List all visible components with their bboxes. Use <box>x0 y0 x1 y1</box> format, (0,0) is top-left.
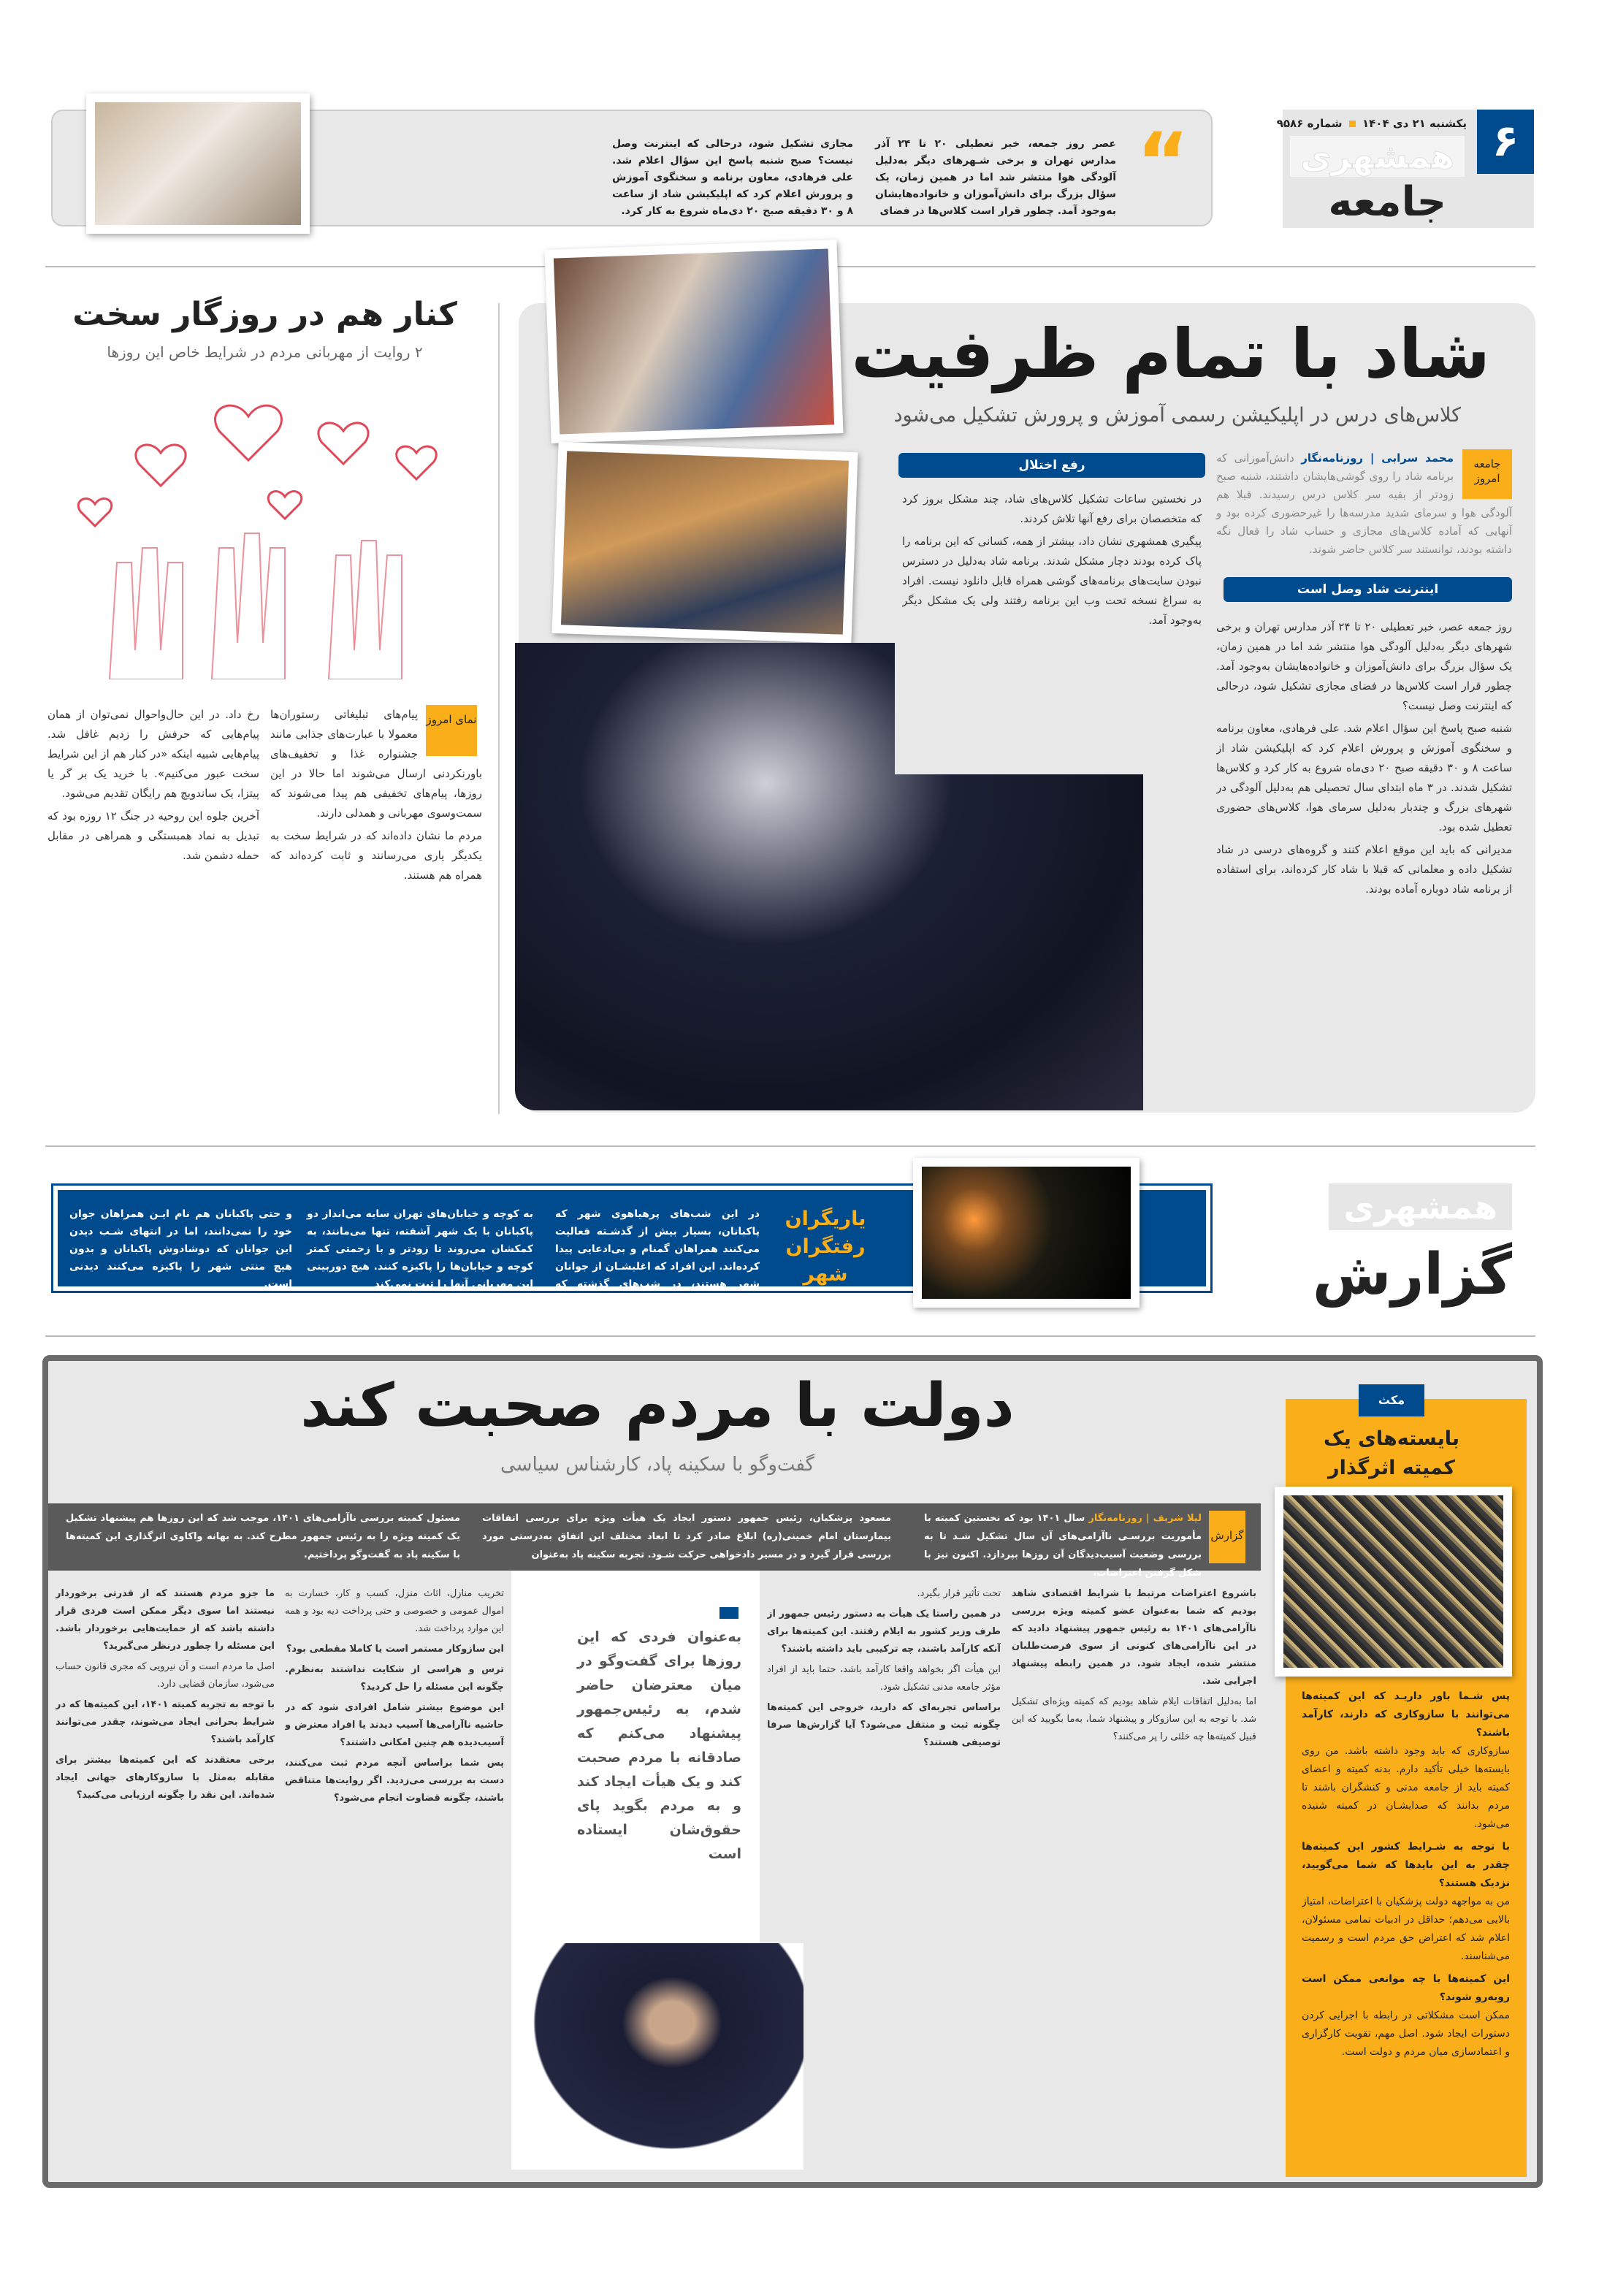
interview-headline: دولت با مردم صحبت کند <box>300 1371 1015 1441</box>
column-divider <box>498 303 500 1114</box>
paragraph: روز جمعه عصر، خبر تعطیلی ۲۰ تا ۲۴ آذر مدارس تهران و برخی شهرهای دیگر به‌دلیل آلودگی هوا منتشر شد اما در همین زمان، یک سؤال بزرگ برای دانش‌آموزان و خانواده‌هایشان به‌وجود آمد. چطور قرار است کلاس‌ها در فضای مجازی تشکیل شود، درحالی که اینترنت وصل نیست؟ <box>1216 620 1512 712</box>
byline: لیلا شریف | روزنامه‌نگار <box>1088 1513 1202 1524</box>
sidebar-title: بایسته‌های یک کمیته اثرگذار <box>1323 1427 1460 1479</box>
side-subtitle: ۲ روایت از مهربانی مردم در شرایط خاص این روزها <box>107 343 423 361</box>
paragraph: مردم ما نشان داده‌اند که در شرایط سخت به یکدیگر یاری می‌رسانند و ثابت کرده‌اند که همراه هم هستند. <box>270 829 482 882</box>
divider <box>45 1145 1535 1147</box>
sidebar-question: این کمیته‌ها با چه موانعی ممکن است روبه‌رو شوند؟ <box>1302 1973 1510 2003</box>
issue-info <box>1277 117 1467 130</box>
paragraph: اصل ما مردم است و آن نیرویی که مجری قانون حساب می‌شود، سازمان قضایی دارد. <box>56 1661 275 1690</box>
subhead-internet: اینترنت شاد وصل است <box>1224 577 1512 602</box>
page-number: ۶ <box>1477 110 1534 174</box>
banner-text-2: به کوچه و خیابان‌های تهران سایه می‌انداز دو پاکبانان با یک شهر آشفته، تنها می‌مانند، به کمکشان می‌روند تا زودتر و با زحمتی کمتر کوچه و خیابان‌ها را پاکیزه کنند. هیچ دوربینی این مهربانی آنها را ثبت نمی‌کند <box>307 1208 533 1290</box>
side-headline: کنار هم در روزگار سخت <box>72 296 457 333</box>
report-header <box>1283 1176 1534 1322</box>
main-headline: شاد با تمام ظرفیت <box>851 315 1490 393</box>
paragraph: پیام‌های تبلیغاتی رستوران‌ها معمولا با عبارت‌های جذابی مانند جشنواره غذا و تخفیف‌های باورنکردنی ارسال می‌شوند اما حالا در این روزها، پیام‌های تخفیفی هم پیدا می‌شوند که سمت‌وسوی مهربانی و همدلی دارند. <box>270 708 482 820</box>
paragraph: با توجه به تجربه کمیته ۱۴۰۱، این کمیته‌ها که در شرایط بحرانی ایجاد می‌شوند، چقدر می‌توانند کارآمد باشند؟ <box>56 1699 275 1745</box>
paragraph: ترس و هراسی از شکایت نداشتند به‌نظرم. چگونه این مسئله را حل کردید؟ <box>285 1664 504 1693</box>
paragraph: شنبه صبح پاسخ این سؤال اعلام شد. علی فرهادی، معاون برنامه و سخنگوی آموزش و پرورش اعلام کرد که اپلیکیشن شاد از ساعت ۸ و ۳۰ دقیقه صبح ۲۰ دی‌ماه شروع به کار کرد و کلاس‌ها تشکیل شدند. در ۳ ماه ابتدای سال تحصیلی هم به‌دلیل آلودگی در شهرهای بزرگ و چندبار به‌دلیل سرمای هوا، کلاس‌های حضوری تعطیل شده بود. <box>1216 722 1512 834</box>
sidebar-answer: من به مواجهه دولت پزشکیان با اعتراضات، امتیاز بالایی می‌دهم؛ حداقل در ادبیات تمامی مسئولان، اعلام شد که اعتراض حق مردم است و رسمیت می‌شناسند. <box>1302 1896 1510 1962</box>
paragraph: پیگیری همشهری نشان داد، بیشتر از همه، کسانی که این برنامه را پاک کرده بودند دچار مشکل شدند. برنامه شاد به‌دلیل در دسترس نبودن سایت‌های برنامه‌های گوشی همراه قابل دانلود نیست. افراد به سراغ نسخه تحت وب این برنامه رفتند ولی یک مشکل دیگر به‌وجود آمد. <box>902 535 1202 627</box>
paragraph: براساس تجربه‌ای که دارید، خروجی این کمیته‌ها چگونه ثبت و منتقل می‌شود؟ آیا گزارش‌ها صرفا توصیفی هستند؟ <box>767 1702 1001 1748</box>
sidebar-answer: سازوکاری که باید وجود داشته باشد. من روی بایسته‌ها خیلی تأکید دارم. بدنه کمیته و اعضای کمیته باید از جامعه مدنی و کنشگران باشند تا مردم بدانند که صدایشـان در کمیته شنیده می‌شود. <box>1302 1745 1510 1830</box>
interview-col-1 <box>56 1585 275 2162</box>
interview-intro-2: مسعود پزشکیان، رئیس جمهور دستور ایجاد یک هیأت ویژه برای بررسی اتفاقات بیمارستان امام خمینی(ره) ابلاغ صادر کرد تا ابعاد مختلف این اتفاق به‌درستی مورد بررسی قرار گیرد و در مسیر دادخواهی حرکت شـود. تجربه سکینه پاد به‌عنوان <box>482 1513 891 1560</box>
pull-quote-marker <box>719 1607 738 1619</box>
interview-intro-1 <box>924 1509 1202 1582</box>
pull-quote: به‌عنوان فردی که این روزها برای گفت‌وگو در میان معترضان حاضر شدم، به رئیس‌جمهور پیشنهاد می‌کنم که صادقانه با مردم صحبت کند و یک هیأت ایجاد کند و به مردم بگوید پای حقوق‌شان ایستاده است <box>577 1629 741 1862</box>
issue-date: یکشنبه ۲۱ دی ۱۴۰۴ <box>1362 117 1467 130</box>
lead: دانش‌آموزانی که برنامه شاد را روی گوشی‌هایشان داشتند، شنبه صبح زودتر از بقیه سر کلاس درس رسیدند. قبلا هم آلودگی هوا و سرمای شدید مدرسه‌ها را غیرحضوری کرده بود و آنهایی که آماده کلاس‌های مجازی و حساب شاد را فعال نگه داشته بودند، توانستند سر کلاس حاضر شوند. <box>1216 451 1512 556</box>
side-col-right <box>270 705 482 1110</box>
page-header <box>1276 110 1534 228</box>
paragraph: این سازوکار مستمر است یا کاملا مقطعی بود؟ <box>286 1644 504 1655</box>
quote-icon: “ <box>1136 115 1189 209</box>
paragraph: تحت تأثیر قرار بگیرد. <box>917 1588 1001 1599</box>
interview-col-4 <box>1012 1585 1256 2162</box>
teaser-text-2: مجازی تشکیل شود، درحالی که اینترنت وصل نیست؟ صبح شنبه پاسخ این سؤال اعلام شد. علی فرهادی، معاون برنامه و سخنگوی آموزش و پرورش اعلام کرد که اپلیکیشن شاد از ساعت ۸ و ۳۰ دقیقه صبح ۲۰ دی‌ماه شروع به کار کرد. <box>612 138 853 217</box>
intro-text: سال ۱۴۰۱ بود که نخستین کمیته با مأموریت بررسـی ناآرامی‌های آن سال تشکیل شـد تا به بررسی وضعیت آسیب‌دیدگان آن روزها بپردازد. اکنون نیز با شکل گرفتن اعتراضات، <box>924 1513 1202 1579</box>
subhead-fix: رفع اختلال <box>898 453 1205 478</box>
interview-intro-3: مسئول کمیته بررسی ناآرامی‌های ۱۴۰۱، موجب شد که این روزها هم پیشنهاد تشکیل یک کمیته ویژه را به رئیس جمهور مطرح کند. به بهانه واکاوی اثرگذاری این کمیته‌ها با سکینه پاد به گفت‌وگو پرداختیم. <box>66 1513 460 1560</box>
tag-space <box>418 705 482 762</box>
main-tag: جامعه امروز <box>1462 449 1512 499</box>
paragraph: تخریب منازل، اثاث منزل، کسب و کار، خسارت به اموال عمومی و خصوصی و حتی پرداخت دیه بود و همه این موارد پرداخت شد. <box>285 1588 504 1634</box>
byline: محمد سرابی | روزنامه‌نگار <box>1301 451 1454 465</box>
interview-tag: گزارش <box>1209 1511 1245 1563</box>
paragraph: در همین راستا یک هیأت به دستور رئیس جمهور از طرف وزیر کشور به ایلام رفتند. این کمیته‌ها برای آنکه کارآمد باشند، چه ترکیبی باید داشته باشند؟ <box>767 1609 1001 1655</box>
main-subtitle: کلاس‌های درس در اپلیکیشن رسمی آموزش و پرورش تشکیل می‌شود <box>893 404 1461 427</box>
paragraph: آخرین جلوه این روحیه در جنگ ۱۲ روزه بود که تبدیل به نماد همبستگی و همراهی در مقابل حمله دشمن شد. <box>47 809 259 862</box>
photo-protest-crowd <box>1275 1487 1512 1677</box>
paragraph: مدیرانی که باید این موقع اعلام کنند و گروه‌های درسی در شاد تشکیل داده و معلمانی که قبلا با شاد کار کرده‌اند، برای استفاده از برنامه شاد دوباره آماده بودند. <box>1216 843 1512 896</box>
main-col-right <box>1216 617 1512 1092</box>
paragraph: این موضوع بیشتر شامل افرادی شود که در حاشیه ناآرامی‌ها آسیب دیدند یا افراد معترض و آسیب‌دیده هم چنین امکانی داشتند؟ <box>285 1702 504 1748</box>
paragraph: این هیأت اگر بخواهد واقعا کارآمد باشد، حتما باید از افراد مؤثر جامعه مدنی تشکیل شود. <box>767 1664 1001 1693</box>
side-tag: نمای امروز <box>426 705 477 756</box>
side-col-left <box>47 705 259 1110</box>
tag-space <box>1454 449 1512 502</box>
issue-number: شماره ۹۵۸۶ <box>1276 117 1343 130</box>
main-byline-lead <box>1216 449 1512 559</box>
brand-logo: همشهری <box>1290 136 1465 177</box>
hearts-hands-illustration <box>66 387 475 679</box>
paragraph: برخی معتقدند که این کمیته‌ها بیشتر برای مقابله به‌مثل با سازوکارهای جهانی ایجاد شده‌اند. این نقد را چگونه ارزیابی می‌کنید؟ <box>56 1755 275 1801</box>
photo-child-drawing <box>544 240 843 443</box>
paragraph: اما به‌دلیل اتفاقات ایلام شاهد بودیم که کمیته ویژه‌ای تشکیل شد. با توجه به این سازوکار و پیشنهاد شما، به‌ما بگویید که این قبیل کمیته‌ها چه خلئی را پر می‌کنند؟ <box>1012 1696 1256 1742</box>
brand-logo: همشهری <box>1329 1183 1512 1230</box>
sidebar-question: پس شـما باور داریـد که این کمیته‌ها می‌توانند با سازوکاری که دارند، کارآمد باشند؟ <box>1302 1690 1510 1739</box>
section-title: جامعه <box>1328 178 1446 226</box>
interview-col-2 <box>285 1585 504 2162</box>
banner-title: یاریگران رفتگران شهر <box>785 1208 866 1286</box>
date-separator <box>1349 121 1356 127</box>
interview-subtitle: گفت‌وگو با سکینه پاد، کارشناس سیاسی <box>500 1454 814 1476</box>
paragraph: در نخستین ساعات تشکیل کلاس‌های شاد، چند مشکل بروز کرد که متخصصان برای رفع آنها تلاش کردند. <box>902 492 1202 525</box>
main-col-middle <box>902 489 1202 763</box>
teaser-photo <box>86 94 310 234</box>
banner-text-1: در این شب‌های پرهیاهوی شهر که پاکبانان، بسیار بیش از گذشـته فعالیت می‌کنند همراهان گمنام و بی‌ادعایی پیدا کرده‌اند. این افراد که اغلبشـان از جوانان شهر هستند، در شب‌های گذشته که آرامش <box>555 1208 760 1308</box>
divider <box>45 1335 1535 1337</box>
sidebar-answer: ممکن است مشکلاتی در رابطه با اجرایی کردن دستورات ایجاد شود. اصل مهم، تقویت کارگزاری و اعتمادسازی میان مردم و دولت است. <box>1302 2010 1510 2058</box>
sidebar-body <box>1302 1687 1510 2170</box>
photo-street-sweeper <box>913 1158 1140 1308</box>
sidebar-tag: مکث <box>1359 1384 1424 1416</box>
photo-interviewee <box>511 1943 804 2170</box>
report-section-title: گزارش <box>1312 1242 1512 1308</box>
banner-text-3: و حتی پاکبانان هم نام ایـن همراهان جوان خود را نمی‌دانند، اما در انتهای شـب دیدن این جوانان که دوشادوش پاکبانان و بدون هیچ منتی شهر را پاکیزه می‌کنند دیدنی است. <box>69 1208 292 1290</box>
teaser-text-1: عصر روز جمعه، خبر تعطیلی ۲۰ تا ۲۴ آذر مدارس تهران و برخی شـهرهای دیگر به‌دلیل آلودگی هوا منتشر شد اما در همین زمان، یک سؤال بزرگ برای دانش‌آموزان و خانواده‌هایشان به‌وجود آمد. چطور قرار است کلاس‌ها در فضای <box>875 138 1116 217</box>
paragraph: ما جزو مردم هستند که از قدرتی برخوردار نیستند اما سوی دیگر ممکن است فردی قرار داشته باشد که از حمایت‌هایی برخوردار باشد. این مسئله را چطور درنظر می‌گیرید؟ <box>56 1588 275 1652</box>
sidebar-question: با توجه به شـرایط کشور این کمیته‌ها چقدر به این بایدها که شما می‌گویید، نزدیک هستند؟ <box>1302 1841 1510 1889</box>
paragraph: باشروع اعتراضات مرتبط با شرایط اقتصادی شاهد بودیم که شما به‌عنوان عضو کمیته ویژه بررسی ناآرامی‌های ۱۴۰۱ به رئیس جمهور پیشنهاد دادید که در این ناآرامی‌های کنونی از سوی فرصت‌طلبان منتشر شده، ایجاد شود. در همین رابطه پیشنهاد‌ اجرایی شد. <box>1012 1588 1256 1687</box>
paragraph: پس شما براساس آنچه مردم ثبت می‌کنند، دست به بررسی می‌زدید. اگر روایت‌ها متناقض باشند، چگونه قضاوت انجام می‌شود؟ <box>285 1758 504 1804</box>
photo-children-studying <box>552 442 858 644</box>
paragraph: رخ داد. در این حال‌واحوال نمی‌توان از همان پیام‌هایی که حرفش را زدیم غافل شد. پیام‌هایی شبیه اینکه «در کنار هم از این شرایط سخت عبور می‌کنیم». با خرید یک بر گر یا پیتزا، یک ساندویچ هم رایگان تقدیم می‌شود. <box>47 708 259 800</box>
